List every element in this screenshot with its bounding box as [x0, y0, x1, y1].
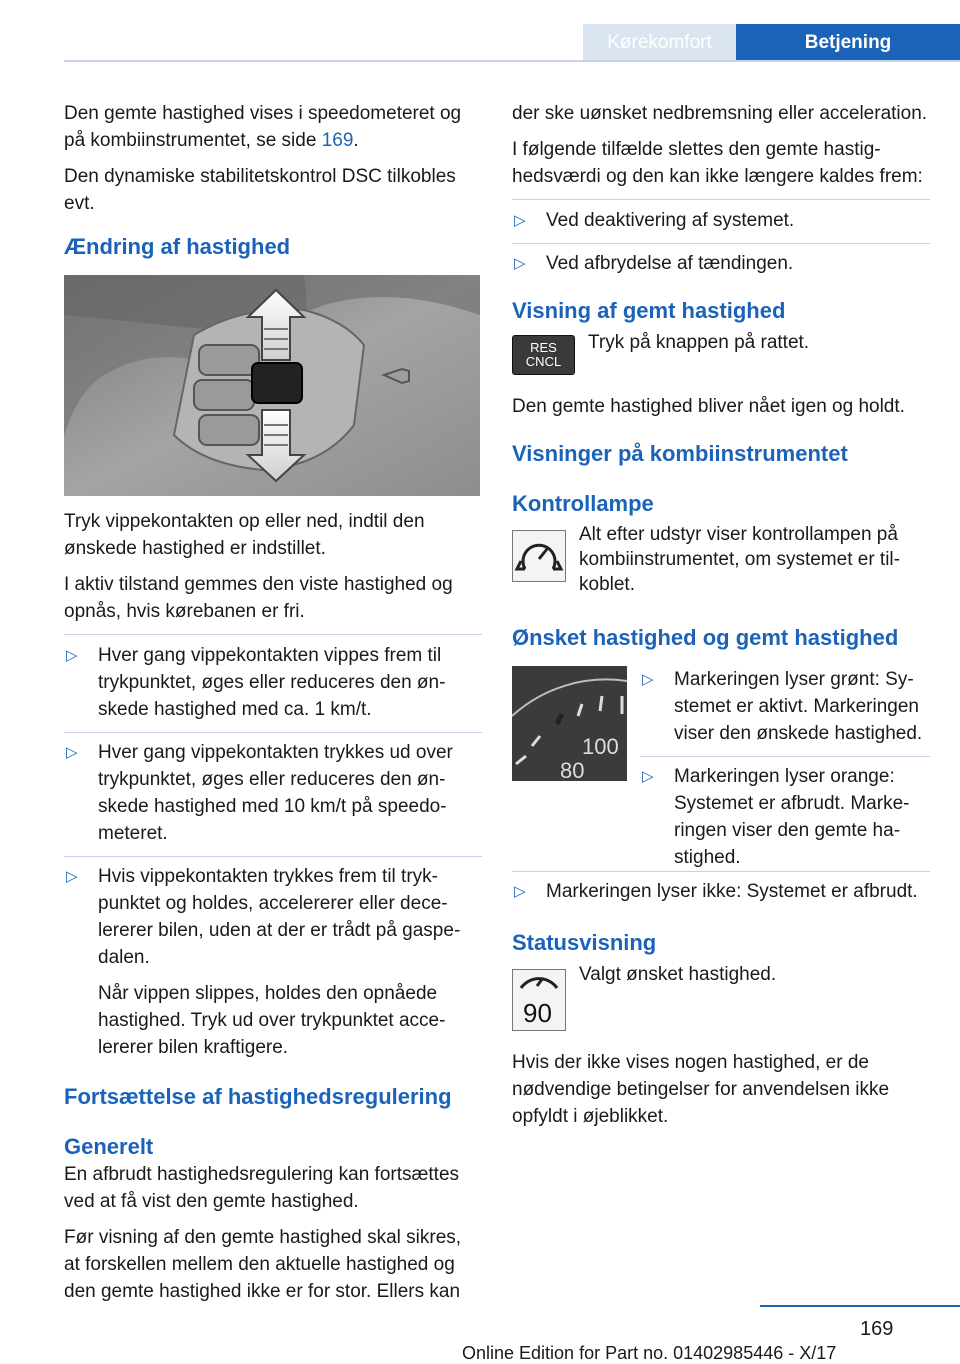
heading-display-saved: Visning af gemt hastighed — [512, 298, 786, 323]
gauge-label-80: 80 — [560, 758, 585, 781]
paragraph-text: Den gemte hastighed vises i speedometeret og på kombiinstrumentet, se side — [64, 103, 462, 151]
list-item-text: Hvis vippekontakten trykkes frem til trykpunktet og holdes, accelererer eller decelererer bilen, uden at der er trådt på gaspedalen. — [98, 866, 461, 968]
paragraph: Den gemte hastighed bliver nået igen og holdt. — [512, 396, 905, 417]
header-chapter-label: Betjening — [804, 32, 892, 53]
bullet-list — [64, 642, 482, 1061]
divider — [64, 634, 482, 635]
cruise-control-lamp-icon — [512, 530, 566, 582]
heading-status: Statusvisning — [512, 930, 657, 955]
paragraph-text: . — [353, 130, 359, 151]
triangle-bullet-icon: ▷ — [66, 744, 78, 761]
header-chapter-tab — [736, 24, 960, 62]
list-item-text: Markeringen lyser grønt: Systemet er aktivt. Markeringen viser den ønskede hastighed. — [674, 669, 923, 744]
triangle-bullet-icon: ▷ — [514, 255, 526, 272]
speedometer-image — [512, 666, 627, 781]
header-section-label: Kørekomfort — [607, 32, 712, 53]
lamp-row — [512, 522, 930, 610]
list-item-text: Markeringen lyser orange: Systemet er afbrudt. Markeringen viser den gemte hastighed. — [674, 766, 910, 868]
status-row — [512, 961, 930, 1039]
cncl-label: CNCL — [525, 354, 562, 369]
list-item-extra: Når vippen slippes, holdes den opnåede hastighed. Tryk ud over trykpunktet accelererer bilen kraftigere. — [98, 983, 446, 1058]
list-item-text: Ved deaktivering af systemet. — [546, 210, 795, 231]
list-item — [64, 732, 482, 847]
list-item — [640, 666, 930, 747]
list-item-text: Markeringen lyser ikke: Systemet er afbrudt. — [546, 881, 918, 902]
header-rule — [64, 60, 960, 62]
status-value: 90 — [523, 998, 552, 1028]
bullet-list — [512, 207, 930, 277]
res-text: Tryk på knappen på rattet. — [588, 332, 810, 353]
edition-note: Online Edition for Part no. 01402985446 - X/17 — [462, 1343, 837, 1363]
gauge-row — [512, 666, 930, 871]
divider — [512, 199, 930, 200]
status-display-icon — [512, 969, 566, 1031]
paragraph: En afbrudt hastighedsregulering kan fortsættes ved at få vist den gemte hastighed. — [64, 1164, 460, 1212]
paragraph: I følgende tilfælde slettes den gemte hastighedsværdi og den kan ikke længere kaldes frem: — [512, 139, 923, 187]
list-item — [512, 207, 930, 234]
gauge-bullets — [640, 662, 930, 880]
right-column — [512, 100, 930, 1139]
steering-wheel-photo — [64, 275, 480, 496]
gauge-label-100: 100 — [582, 734, 619, 759]
heading-kombi: Visninger på kombiinstrumentet — [512, 441, 848, 466]
list-item — [512, 243, 930, 277]
paragraph — [64, 100, 482, 154]
list-item-text: Hver gang vippekontakten trykkes ud over trykpunktet, øges eller reduceres den ønskede hastighed med 10 km/t på speedometeret. — [98, 742, 453, 844]
triangle-bullet-icon: ▷ — [514, 212, 526, 229]
triangle-bullet-icon: ▷ — [66, 647, 78, 664]
list-item — [64, 642, 482, 723]
paragraph: Den dynamiske stabilitetskontrol DSC tilkobles evt. — [64, 166, 456, 214]
header-section-tab — [583, 24, 736, 62]
page-number: 169 — [860, 1318, 894, 1340]
paragraph: I aktiv tilstand gemmes den viste hastighed og opnås, hvis kørebanen er fri. — [64, 574, 453, 622]
triangle-bullet-icon: ▷ — [642, 671, 654, 688]
list-item — [512, 878, 930, 905]
res-label: RES — [530, 340, 557, 355]
footer-rule — [760, 1305, 960, 1307]
heading-desired-speed: Ønsket hastighed og gemt hastighed — [512, 625, 899, 650]
heading-change-speed: Ændring af hastighed — [64, 234, 291, 259]
status-text: Valgt ønsket hastighed. — [579, 964, 777, 985]
page-link[interactable]: 169 — [321, 130, 354, 151]
paragraph: Hvis der ikke vises nogen hastighed, er de nødvendige betingelser for anvendelsen ikke opfyldt i øjeblikket. — [512, 1052, 890, 1127]
triangle-bullet-icon: ▷ — [514, 883, 526, 900]
triangle-bullet-icon: ▷ — [66, 868, 78, 885]
lamp-text: Alt efter udstyr viser kontrollampen på kombiinstrumentet, om systemet er tilkoblet. — [579, 524, 900, 595]
paragraph: Tryk vippekontakten op eller ned, indtil den ønskede hastighed er indstillet. — [64, 511, 425, 559]
list-item — [64, 856, 482, 1061]
list-item — [640, 756, 930, 871]
left-column — [64, 100, 482, 1314]
heading-general: Generelt — [64, 1134, 154, 1159]
heading-lamp: Kontrollampe — [512, 491, 654, 516]
paragraph: der ske uønsket nedbremsning eller acceleration. — [512, 103, 928, 124]
list-item-text: Ved afbrydelse af tændingen. — [546, 253, 794, 274]
triangle-bullet-icon: ▷ — [642, 768, 654, 785]
bullet-list — [640, 666, 930, 871]
list-item-text: Hver gang vippekontakten vippes frem til trykpunktet, øges eller reduceres den ønskede hastighed med ca. 1 km/t. — [98, 645, 446, 720]
heading-continue: Fortsættelse af hastighedsregulering — [64, 1084, 452, 1109]
res-row — [512, 329, 930, 379]
res-cncl-button-icon — [512, 335, 575, 375]
paragraph: Før visning af den gemte hastighed skal sikres, at forskellen mellem den aktuelle hastighed og den gemte hastighed ikke er for stor. Ellers kan — [64, 1227, 462, 1302]
